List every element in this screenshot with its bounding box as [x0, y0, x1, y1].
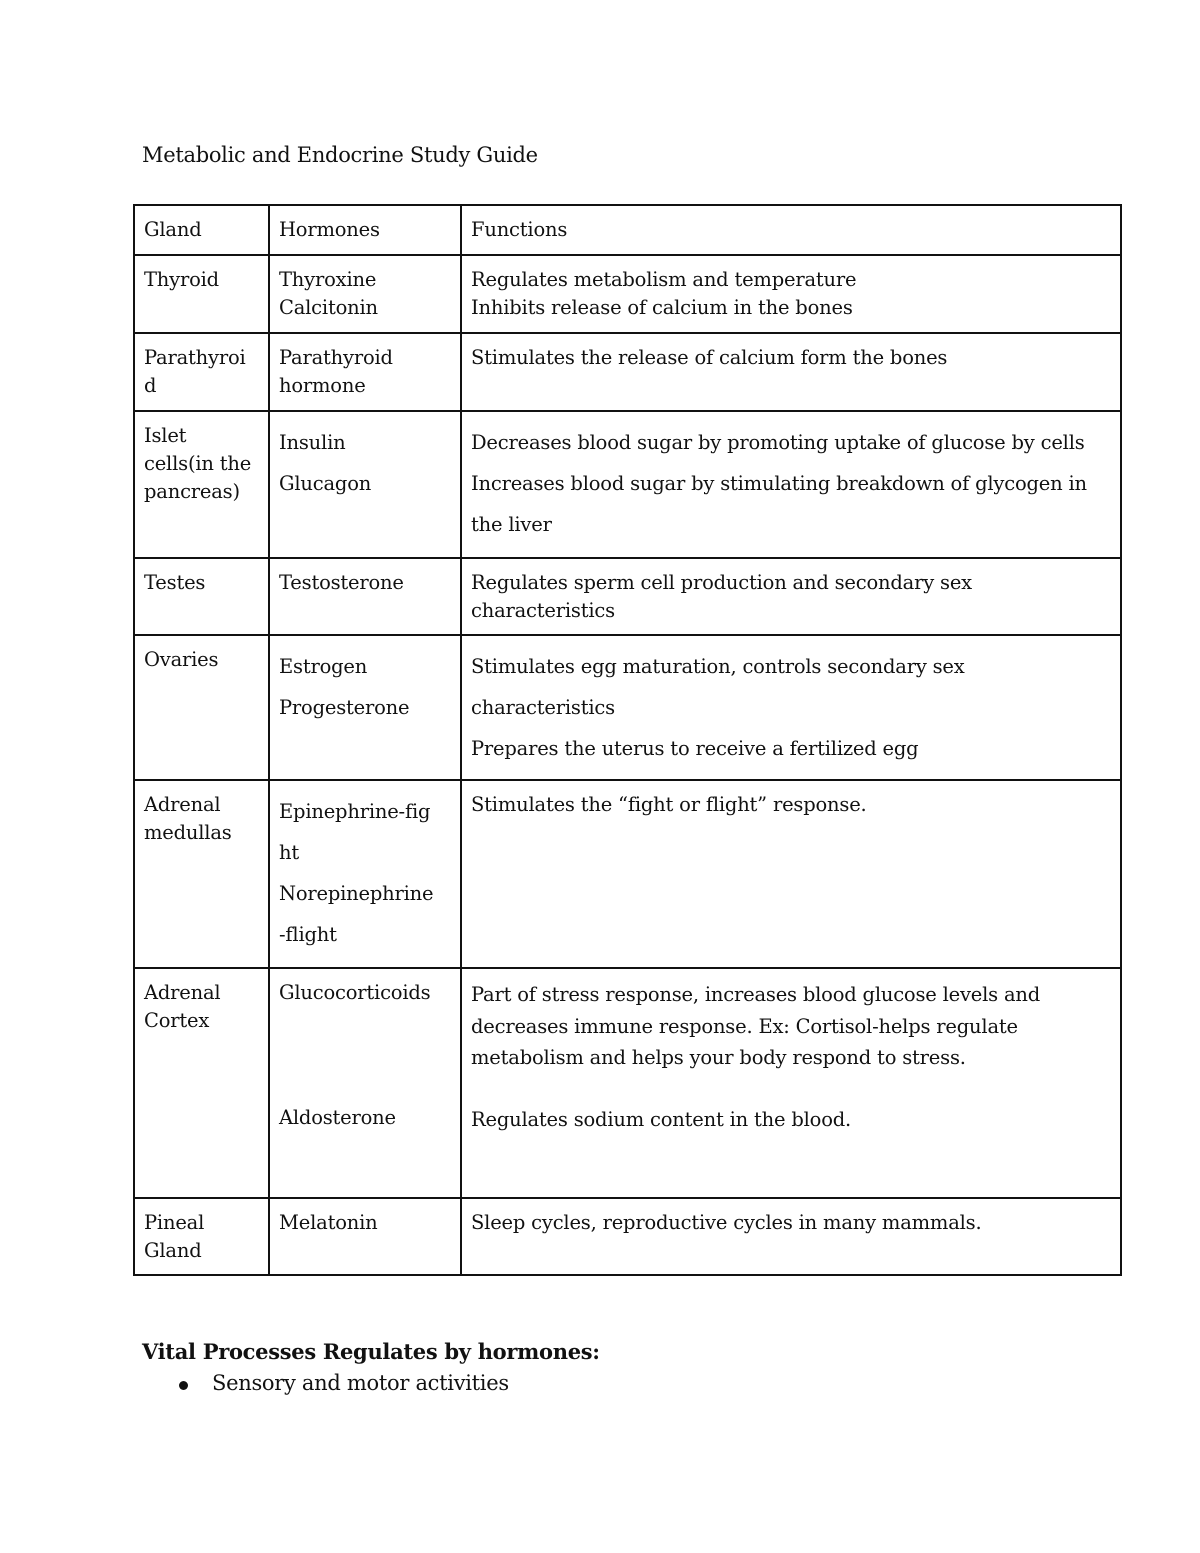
- gland-text: Adrenal: [144, 981, 221, 1004]
- function-text: Part of stress response, increases blood glucose levels and: [471, 983, 1041, 1006]
- table-row: [134, 635, 1121, 780]
- gland-cell: [134, 968, 269, 1198]
- table-row: [134, 411, 1121, 558]
- functions-cell: [461, 635, 1121, 780]
- header-hormones: Hormones: [269, 205, 461, 255]
- function-text: Regulates sodium content in the blood.: [471, 1108, 852, 1131]
- table-row: [134, 333, 1121, 411]
- gland-text: medullas: [144, 821, 232, 844]
- gland-cell: [134, 635, 269, 780]
- function-text: characteristics: [471, 696, 615, 719]
- gland-text: Cortex: [144, 1009, 210, 1032]
- table-row: [134, 558, 1121, 635]
- hormone-text: Glucocorticoids: [279, 981, 431, 1004]
- table-row: [134, 1198, 1121, 1275]
- hormones-cell: [269, 255, 461, 333]
- function-text: Stimulates the release of calcium form the bones: [471, 346, 948, 369]
- list-item: [142, 1371, 509, 1395]
- gland-cell: [134, 255, 269, 333]
- hormone-text: Aldosterone: [279, 1106, 396, 1129]
- gland-text: d: [144, 374, 157, 397]
- gland-text: cells(in the: [144, 452, 252, 475]
- table-row: [134, 255, 1121, 333]
- functions-cell: [461, 558, 1121, 635]
- function-text: Regulates metabolism and temperature: [471, 268, 857, 291]
- gland-text: Adrenal: [144, 793, 221, 816]
- gland-cell: [134, 558, 269, 635]
- header-functions: Functions: [461, 205, 1121, 255]
- gland-cell: [134, 333, 269, 411]
- function-text: Sleep cycles, reproductive cycles in many mammals.: [471, 1211, 982, 1234]
- hormone-text: -flight: [279, 923, 337, 946]
- hormone-text: hormone: [279, 374, 366, 397]
- function-text: Stimulates egg maturation, controls secondary sex: [471, 655, 965, 678]
- function-text: characteristics: [471, 599, 615, 622]
- gland-text: Parathyroi: [144, 346, 246, 369]
- functions-cell: [461, 255, 1121, 333]
- hormone-text: ht: [279, 841, 299, 864]
- list-item-text: Sensory and motor activities: [212, 1371, 509, 1395]
- functions-cell: [461, 968, 1121, 1198]
- functions-cell: [461, 780, 1121, 968]
- gland-text: Islet: [144, 424, 187, 447]
- hormone-text: Parathyroid: [279, 346, 393, 369]
- header-gland: Gland: [134, 205, 269, 255]
- hormones-cell: [269, 1198, 461, 1275]
- spacer: [279, 1007, 451, 1104]
- table-header-row: [134, 205, 1121, 255]
- table-row: [134, 968, 1121, 1198]
- hormone-text: Insulin: [279, 431, 346, 454]
- hormone-text: Calcitonin: [279, 296, 378, 319]
- function-text: Stimulates the “fight or flight” response.: [471, 793, 867, 816]
- hormone-text: Estrogen: [279, 655, 368, 678]
- hormones-cell: [269, 780, 461, 968]
- gland-cell: [134, 780, 269, 968]
- function-text: Prepares the uterus to receive a fertilized egg: [471, 737, 919, 760]
- functions-cell: [461, 333, 1121, 411]
- function-text: Increases blood sugar by stimulating breakdown of glycogen in: [471, 472, 1087, 495]
- gland-text: Ovaries: [144, 648, 219, 671]
- hormone-text: Testosterone: [279, 571, 404, 594]
- endocrine-table: [133, 204, 1122, 1276]
- hormone-text: Melatonin: [279, 1211, 378, 1234]
- hormone-text: Epinephrine-fig: [279, 800, 431, 823]
- gland-cell: [134, 1198, 269, 1275]
- hormones-cell: [269, 968, 461, 1198]
- hormones-cell: [269, 333, 461, 411]
- hormones-cell: [269, 635, 461, 780]
- function-text: the liver: [471, 513, 552, 536]
- function-text: Regulates sperm cell production and secondary sex: [471, 571, 972, 594]
- document-title: Metabolic and Endocrine Study Guide: [142, 143, 538, 167]
- hormones-cell: [269, 558, 461, 635]
- function-text: Decreases blood sugar by promoting uptake of glucose by cells: [471, 431, 1085, 454]
- bullet-list: [142, 1371, 509, 1395]
- gland-text: Thyroid: [144, 268, 219, 291]
- hormone-text: Thyroxine: [279, 268, 377, 291]
- gland-text: pancreas): [144, 480, 240, 503]
- gland-text: Pineal: [144, 1211, 205, 1234]
- spacer: [471, 1073, 1111, 1106]
- functions-cell: [461, 1198, 1121, 1275]
- hormones-cell: [269, 411, 461, 558]
- hormone-text: Glucagon: [279, 472, 372, 495]
- hormone-text: Norepinephrine: [279, 882, 434, 905]
- hormone-text: Progesterone: [279, 696, 410, 719]
- bullet-icon: [179, 1381, 188, 1390]
- section-heading: Vital Processes Regulates by hormones:: [142, 1339, 600, 1364]
- gland-cell: [134, 411, 269, 558]
- gland-text: Testes: [144, 571, 206, 594]
- gland-text: Gland: [144, 1239, 202, 1262]
- function-text: decreases immune response. Ex: Cortisol-helps regulate: [471, 1015, 1018, 1038]
- functions-cell: [461, 411, 1121, 558]
- table-row: [134, 780, 1121, 968]
- function-text: metabolism and helps your body respond to stress.: [471, 1046, 966, 1069]
- function-text: Inhibits release of calcium in the bones: [471, 296, 853, 319]
